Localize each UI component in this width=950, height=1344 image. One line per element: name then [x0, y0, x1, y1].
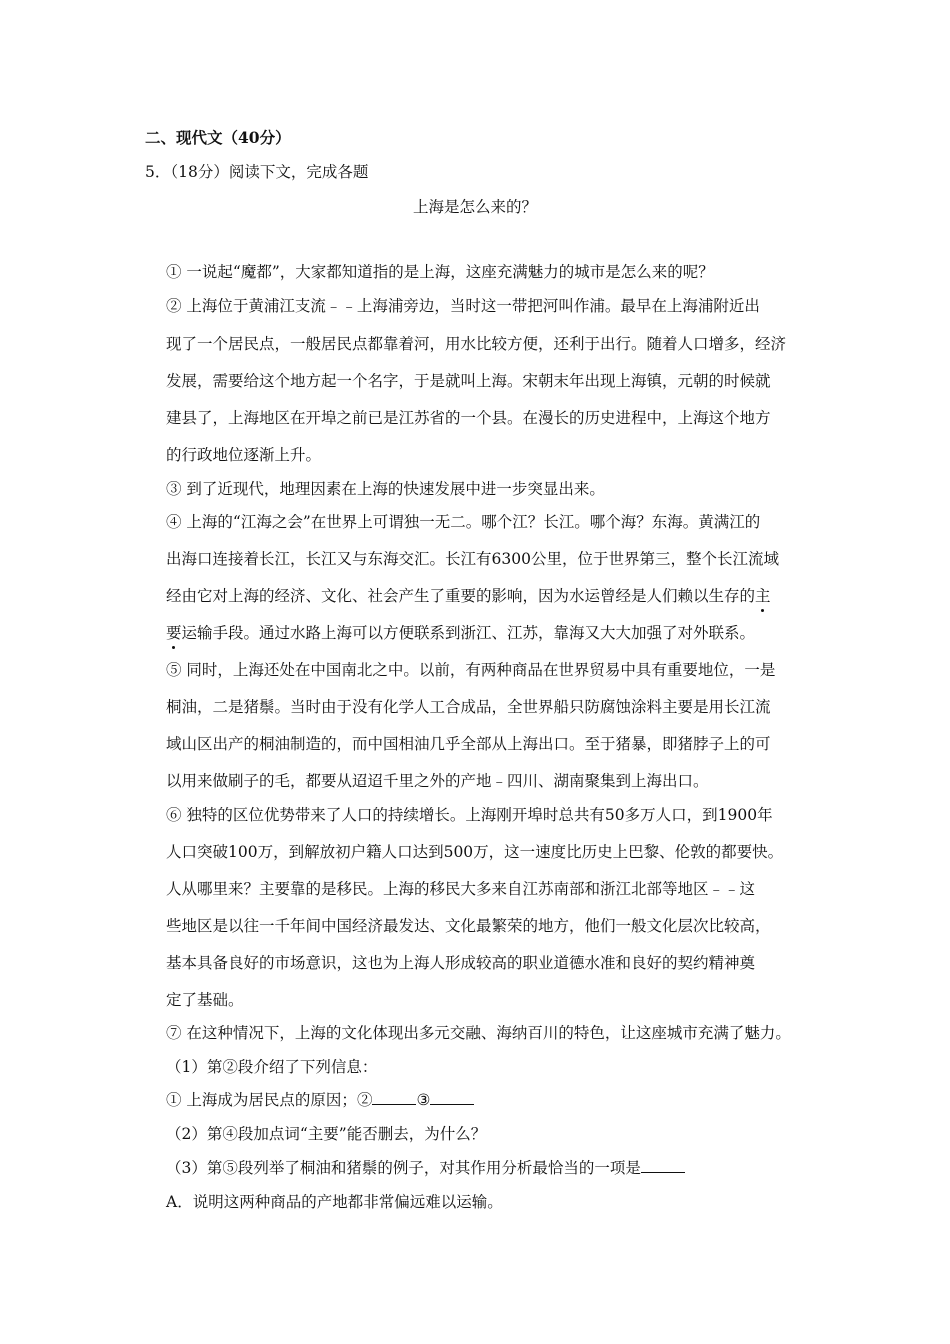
paragraph-line: 现了一个居民点，一般居民点都靠着河，用水比较方便，还利于出行。随着人口增多，经济 — [166, 335, 787, 353]
paragraph-line: 要运输手段。通过水路上海可以方便联系到浙江、江苏，靠海又大大加强了对外联系。 — [166, 624, 756, 642]
option-a: A．说明这两种商品的产地都非常偏远难以运输。 — [166, 1193, 503, 1211]
paragraph-line: ③ 到了近现代，地理因素在上海的快速发展中进一步突显出来。 — [166, 480, 605, 498]
sub-question-3-row — [166, 1158, 685, 1178]
paragraph-line: ① 一说起“魔都”，大家都知道指的是上海，这座充满魅力的城市是怎么来的呢？ — [166, 263, 714, 281]
answer-blank[interactable] — [430, 1090, 474, 1105]
sub-question-2: （2）第④段加点词“主要”能否删去，为什么？ — [166, 1125, 487, 1143]
paragraph-line: ② 上海位于黄浦江支流﹣﹣上海浦旁边，当时这一带把河叫作浦。最早在上海浦附近出 — [166, 297, 760, 315]
paragraph-line: ⑤ 同时，上海还处在中国南北之中。以前，有两种商品在世界贸易中具有重要地位，一是 — [166, 661, 776, 679]
emphasis-char: 主 — [755, 587, 771, 605]
answer-blank[interactable] — [641, 1158, 685, 1173]
paragraph-line: 人从哪里来？主要靠的是移民。上海的移民大多来自江苏南部和浙江北部等地区﹣﹣这 — [166, 880, 756, 898]
paragraph-line: 经由它对上海的经济、文化、社会产生了重要的影响，因为水运曾经是人们赖以生存的主 — [166, 587, 771, 605]
paragraph-line: 的行政地位逐渐上升。 — [166, 446, 322, 464]
paragraph-line: 桐油，二是猪鬃。当时由于没有化学人工合成品，全世界船只防腐蚀涂料主要是用长江流 — [166, 698, 771, 716]
sub-question-1-items — [166, 1090, 474, 1110]
paragraph-line: ⑥ 独特的区位优势带来了人口的持续增长。上海刚开埠时总共有50多万人口，到1900年 — [166, 806, 773, 824]
paragraph-line: 出海口连接着长江，长江又与东海交汇。长江有6300公里，位于世界第三，整个长江流域 — [166, 550, 779, 568]
section-title: 二、现代文（40分） — [145, 128, 291, 147]
paragraph-line: 发展，需要给这个地方起一个名字，于是就叫上海。宋朝末年出现上海镇，元朝的时候就 — [166, 372, 771, 390]
item-2-label: ② — [356, 1091, 373, 1109]
paragraph-line: ⑦ 在这种情况下，上海的文化体现出多元交融、海纳百川的特色，让这座城市充满了魅力。 — [166, 1024, 791, 1042]
paragraph-line: 基本具备良好的市场意识，这也为上海人形成较高的职业道德水准和良好的契约精神奠 — [166, 954, 756, 972]
paragraph-line: 以用来做刷子的毛，都要从迢迢千里之外的产地﹣四川、湖南聚集到上海出口。 — [166, 772, 709, 790]
answer-blank[interactable] — [372, 1090, 416, 1105]
paragraph-line: 定了基础。 — [166, 991, 244, 1009]
paragraph-line: ④ 上海的“江海之会”在世界上可谓独一无二。哪个江？长江。哪个海？东海。黄满江的 — [166, 513, 761, 531]
paragraph-line: 建县了，上海地区在开埠之前已是江苏省的一个县。在漫长的历史进程中，上海这个地方 — [166, 409, 771, 427]
sub-question-3: （3）第⑤段列举了桐油和猪鬃的例子，对其作用分析最恰当的一项是 — [166, 1159, 641, 1177]
emphasis-char: 要 — [166, 624, 182, 642]
paragraph-line: 人口突破100万，到解放初户籍人口达到500万，这一速度比历史上巴黎、伦敦的都要快。 — [166, 843, 784, 861]
paragraph-line: 些地区是以往一千年间中国经济最发达、文化最繁荣的地方，他们一般文化层次比较高， — [166, 917, 771, 935]
paragraph-line: 域山区出产的桐油制造的，而中国相油几乎全部从上海出口。至于猪暴，即猪脖子上的可 — [166, 735, 771, 753]
item-3-label: ③ — [416, 1091, 431, 1109]
sub-question-1: （1）第②段介绍了下列信息： — [166, 1058, 378, 1076]
item-1: ① 上海成为居民点的原因； — [166, 1091, 357, 1109]
question-header: 5．（18分）阅读下文，完成各题 — [145, 163, 369, 181]
article-title: 上海是怎么来的？ — [412, 198, 537, 216]
